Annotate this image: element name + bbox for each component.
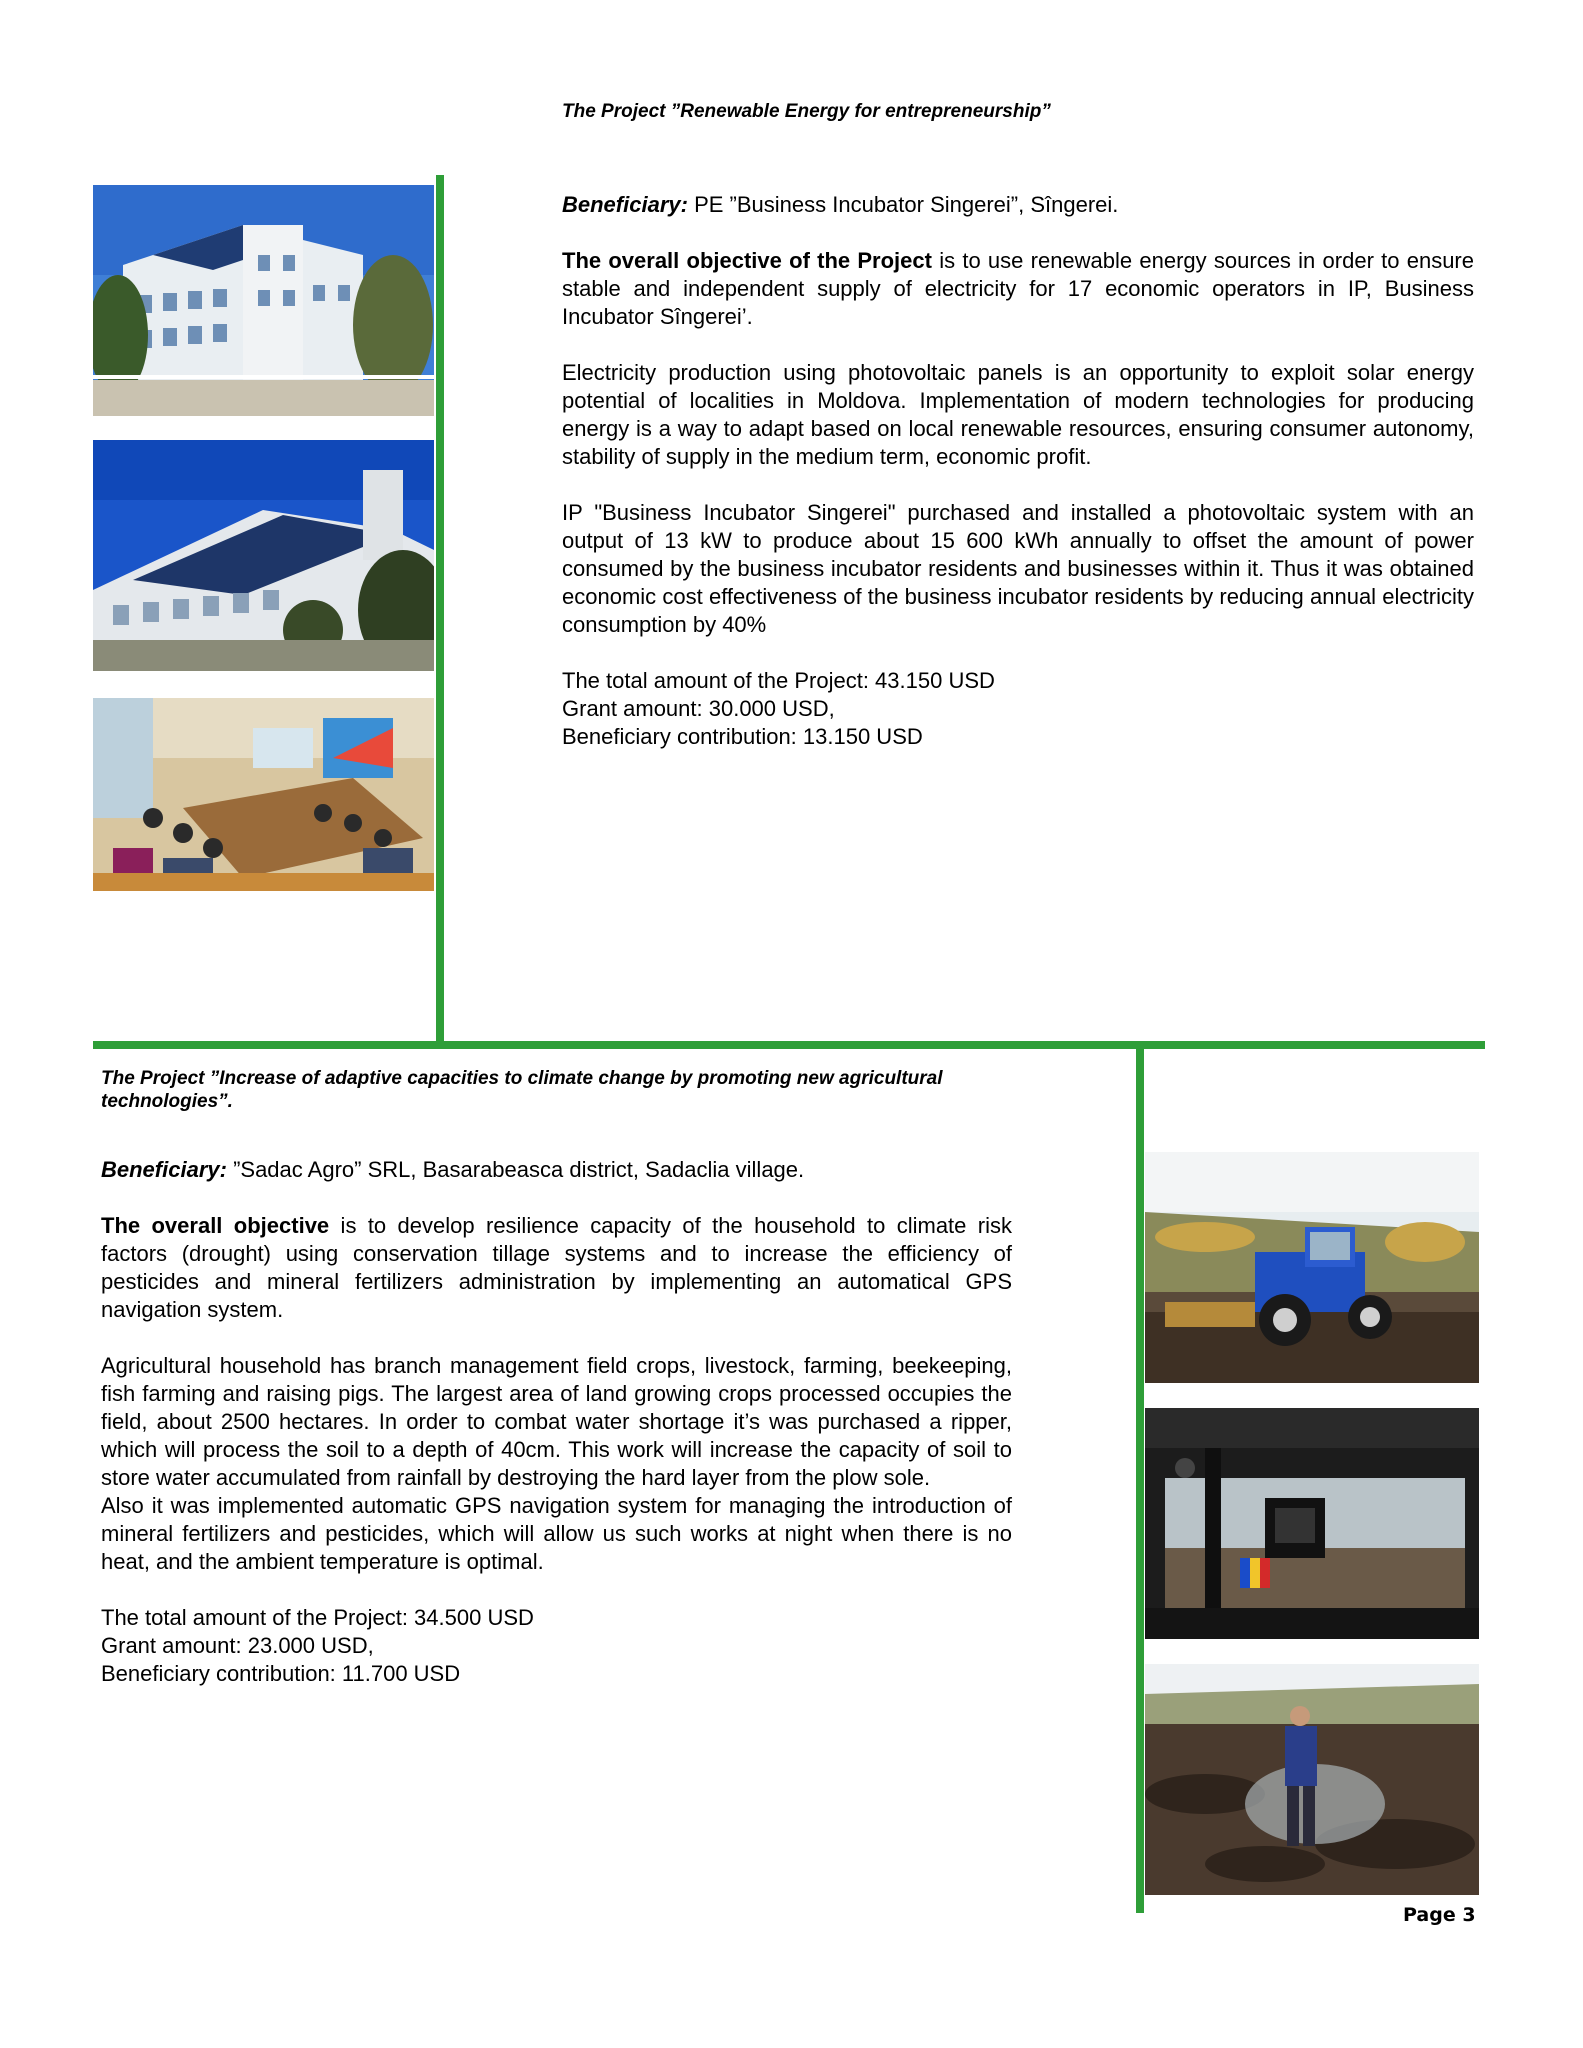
section2-total-amount: The total amount of the Project: 34.500 USD: [101, 1605, 534, 1630]
section2-grant-amount: Grant amount: 23.000 USD,: [101, 1633, 374, 1658]
section2-contribution: Beneficiary contribution: 11.700 USD: [101, 1661, 461, 1686]
divider-vertical-bottom: [1136, 1045, 1144, 1913]
section2-objective-label: The overall objective: [101, 1213, 330, 1238]
section1-paragraph-2: Electricity production using photovoltaic panels is an opportunity to exploit solar energy potential of localities in Moldova. Implementation of modern technologies for producing energy is a way to adapt based on local renewable resources, ensuring consumer autonomy, stability of supply in the medium term, economic profit.: [562, 360, 1474, 469]
section2-beneficiary-value: ”Sadac Agro” SRL, Basarabeasca district, Sadaclia village.: [226, 1157, 805, 1182]
building-photo-1: [93, 185, 434, 416]
page-number: Page 3: [1403, 1904, 1476, 1926]
tractor-cab-photo: [1145, 1408, 1479, 1639]
section1-grant-amount: Grant amount: 30.000 USD,: [562, 696, 835, 721]
section1-objective-label: The overall objective of the Project: [562, 248, 932, 273]
section2-title: The Project ”Increase of adaptive capacities to climate change by promoting new agricultural technologies”.: [101, 1068, 943, 1112]
section2-paragraph-3: Also it was implemented automatic GPS navigation system for managing the introduction of mineral fertilizers and pesticides, which will allow us such works at night when there is no heat, and the ambient temperature is optimal.: [101, 1493, 1012, 1574]
section2-body: [101, 1156, 1012, 1688]
section1-beneficiary-label: Beneficiary:: [562, 192, 688, 217]
divider-vertical-top: [436, 175, 444, 1045]
tractor-photo: [1145, 1152, 1479, 1383]
building-photo-2: [93, 440, 434, 671]
farmer-field-photo: [1145, 1664, 1479, 1895]
section1-objective-text: is to use renewable energy sources in order to ensure stable and independent supply of electricity for 17 economic operators in IP, Business Incubator Sîngerei’.: [562, 248, 1474, 329]
section2-paragraph-2: Agricultural household has branch management field crops, livestock, farming, beekeeping, fish farming and raising pigs. The largest area of land growing crops processed occupies the field, about 2500 hectares. In order to combat water shortage it’s was purchased a ripper, which will process the soil to a depth of 40cm. This work will increase the capacity of soil to store water accumulated from rainfall by destroying the hard layer from the plow sole.: [101, 1353, 1012, 1490]
section1-beneficiary-value: PE ”Business Incubator Singerei”, Sîngerei.: [687, 192, 1119, 217]
section1-total-amount: The total amount of the Project: 43.150 USD: [562, 668, 995, 693]
section1-contribution: Beneficiary contribution: 13.150 USD: [562, 724, 923, 749]
section2-beneficiary-label: Beneficiary:: [101, 1157, 227, 1182]
section1-title: The Project ”Renewable Energy for entrepreneurship”: [562, 101, 1051, 122]
section1-paragraph-3: IP "Business Incubator Singerei" purchased and installed a photovoltaic system with an output of 13 kW to produce about 15 600 kWh annually to offset the amount of power consumed by the business incubator residents and businesses within it. Thus it was obtained economic cost effectiveness of the business incubator residents by reducing annual electricity consumption by 40%: [562, 500, 1474, 637]
section2-objective-text: is to develop resilience capacity of the household to climate risk factors (drought) using conservation tillage systems and to increase the efficiency of pesticides and mineral fertilizers administration by implementing an automatical GPS navigation system.: [101, 1213, 1012, 1322]
meeting-photo: [93, 698, 434, 891]
divider-horizontal: [93, 1041, 1485, 1049]
section1-body: [562, 191, 1474, 751]
